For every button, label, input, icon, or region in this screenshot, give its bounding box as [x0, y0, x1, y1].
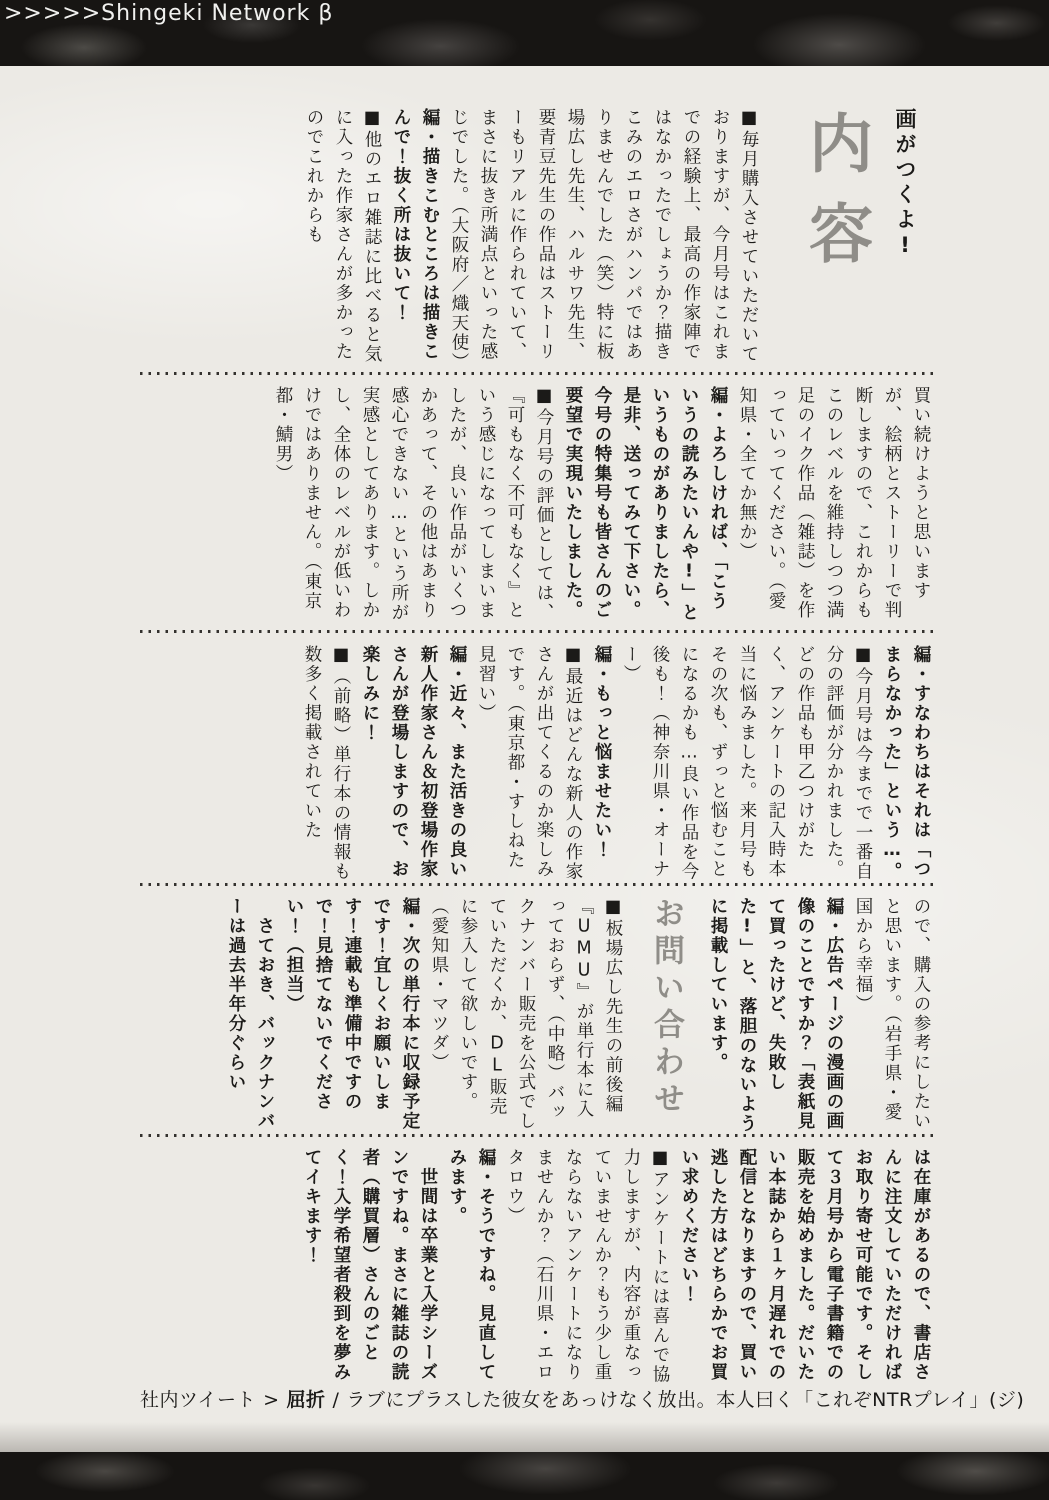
staff-tweet-label: 社内ツイート — [140, 1389, 257, 1411]
staff-tweet-comment: ラブにプラスした彼女をあっけなく放出。本人曰く「これぞNTRプレイ」(ジ) — [346, 1389, 1025, 1411]
dotted-divider — [140, 372, 935, 375]
dotted-divider — [140, 883, 935, 886]
catchphrase: 画がつくよ! — [893, 108, 917, 261]
letters-section-2 — [140, 386, 935, 626]
arrow-separator: > — [263, 1389, 280, 1411]
reader-letter: ので、購入の参考にしたいと思います。（岩手県・愛国から幸福） — [853, 897, 931, 1131]
reader-letter: ■アンケートには喜んで協力しますが、内容が重なっていませんか？もう少し重ならないアンケートになりませんか？（石川県・エロタロウ） — [505, 1148, 670, 1385]
reader-letter: ■他のエロ雑誌に比べると気に入った作家さんが多かったのでこれからも — [304, 108, 382, 364]
page-title: 内容 — [798, 110, 872, 290]
editor-reply: 編・次の単行本に収録予定です！宜しくお願いします！連載も準備中ですので！見捨てないでください！（担当） — [284, 897, 420, 1131]
editor-reply: 編・そうですね。見直してみます。 — [447, 1148, 496, 1382]
staff-tweet-title: 屈折 — [286, 1389, 326, 1411]
letters-section-1 — [140, 108, 935, 373]
editor-reply: 編・よろしければ、「こういうの読みたいんや!」というものがありましたら、是非、送ってみて下さい。今号の特集号も皆さんのご要望で実現いたしました。 — [563, 386, 728, 623]
dotted-divider — [140, 630, 935, 633]
editor-reply: さておき、バックナンバーは過去半年分ぐらい — [226, 897, 275, 1131]
editor-reply: 編・描きこむところは描きこんで！抜く所は抜いて！ — [391, 108, 440, 362]
reader-letter: ■（前略）単行本の情報も数多く掲載されていた — [302, 645, 351, 882]
inquiry-heading: お問い合わせ — [648, 897, 684, 1119]
letters-section-4 — [140, 897, 935, 1134]
page-bottom-border — [0, 1452, 1049, 1500]
reader-letter: 買い続けようと思いますが、絵柄とストーリーで判断しますので、これからもこのレベルを維持しつつ満足のイク作品（雑誌）を作っていってください。（愛知県・全てか無か） — [737, 386, 931, 620]
dotted-divider — [140, 1134, 935, 1137]
reader-letter: ■最近はどんな新人の作家さんが出てくるのか楽しみです。（東京都・すしねた見習い） — [476, 645, 583, 882]
reader-letter: ■毎月購入させていただいておりますが、今月号はこれまでの経験上、最高の作家陣ではなかったでしょうか？描きこみのエロさがハンパではありませんでした（笑）特に板場広し先生、ハルサワ先生、要青豆先生の作品はストーリーもリアルに作られていて、まさに抜き所満点といった感じでした。（大阪府／熾天使） — [449, 108, 759, 373]
editor-reply: 編・広告ページの漫画の画像のことですか？「表紙見て買ったけど、失敗した!」と、落胆のないように掲載しています。 — [708, 897, 844, 1134]
staff-tweet-line — [140, 1385, 1025, 1412]
page-top-border — [0, 0, 1049, 66]
scan-shadow — [0, 1422, 1049, 1452]
reader-letter: ■板場広し先生の前後編『UMU』が単行本に入っておらず、（中略）バックナンバー販売を公式でしていただくか、DL販売に参入して欲しいです。（愛知県・マツダ） — [429, 897, 623, 1131]
letters-column-page — [0, 66, 1049, 1452]
slash-separator: / — [332, 1389, 340, 1411]
editor-reply: 世間は卒業と入学シーズンですね。まさに雑誌の読者（購買層）さんのごとく！入学希望者殺到を夢みてイキます！ — [302, 1148, 438, 1382]
reader-letter: ■今月号は今までで一番自分の評価が分かれました。どの作品も甲乙つけがたく、アンケートの記入時本当に悩みました。来月号もその次も、ずっと悩むことになるかも…良い作品を今後も！（神奈川県・オーナー） — [621, 645, 873, 882]
letters-section-5 — [140, 1148, 935, 1385]
editor-reply: 編・すなわちはそれは「つまらなかった」という…。 — [882, 645, 931, 882]
reader-letter: ■今月号の評価としては、『可もなく不可もなく』という感じになってしまいましたが、良い作品がいくつかあって、その他はあまり感心できない…という所が実感としてあります。しかし、全体のレベルが低いわけではありません。（東京都・鯖男） — [273, 386, 554, 623]
editor-reply: 編・近々、また活きの良い新人作家さん＆初登場作家さんが登場しますので、お楽しみに！ — [360, 645, 467, 879]
letters-section-3 — [140, 645, 935, 882]
editor-reply: は在庫があるので、書店さんに注文していただければお取り寄せ可能です。そして３月号から電子書籍での販売を始めました。だいたい本誌から１ヶ月遅れでの配信となりますので、買い逃した方はどちらかでお買い求めください！ — [679, 1148, 931, 1382]
editor-reply: 編・もっと悩ませたい！ — [592, 645, 612, 860]
magazine-logo: >>>>>Shingeki Network β — [4, 1, 334, 26]
